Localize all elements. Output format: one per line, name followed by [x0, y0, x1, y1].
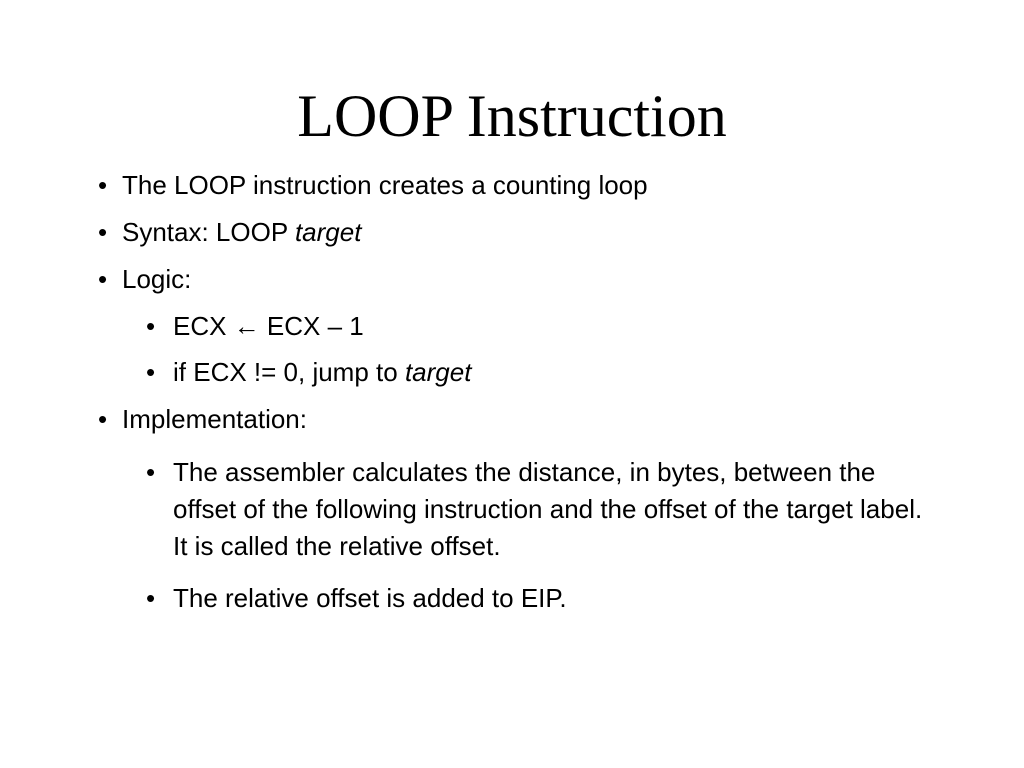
bullet-text: ECX ← ECX – 1	[173, 311, 364, 341]
bullet-item	[98, 261, 958, 298]
bullet-text: The assembler calculates the distance, in bytes, between the offset of the following instruction and the offset of the target label. It is called the relative offset.	[173, 457, 923, 561]
bullet-item	[98, 214, 958, 251]
bullet-glyph: •	[146, 357, 156, 387]
bullet-glyph: •	[98, 217, 108, 247]
bullet-text: Logic:	[122, 264, 192, 294]
sub-bullet-item	[146, 354, 946, 391]
sub-bullet-item	[146, 308, 946, 345]
slide-title: LOOP Instruction	[297, 83, 727, 149]
bullet-emphasis: target	[404, 357, 472, 387]
bullet-text: Implementation:	[122, 404, 307, 434]
bullet-text: if ECX != 0, jump to	[173, 357, 405, 387]
bullet-text: Syntax: LOOP	[122, 217, 295, 247]
bullet-glyph: •	[146, 583, 156, 613]
bullet-glyph: •	[146, 311, 156, 341]
bullet-text: The relative offset is added to EIP.	[173, 583, 567, 613]
bullet-text: The LOOP instruction creates a counting loop	[122, 170, 648, 200]
sub-bullet-item	[146, 580, 946, 617]
bullet-glyph: •	[98, 264, 108, 294]
bullet-emphasis: target	[294, 217, 362, 247]
bullet-glyph: •	[146, 457, 156, 487]
bullet-glyph: •	[98, 404, 108, 434]
bullet-item	[98, 167, 958, 204]
bullet-item	[98, 401, 958, 438]
bullet-glyph: •	[98, 170, 108, 200]
sub-bullet-item	[146, 454, 936, 565]
